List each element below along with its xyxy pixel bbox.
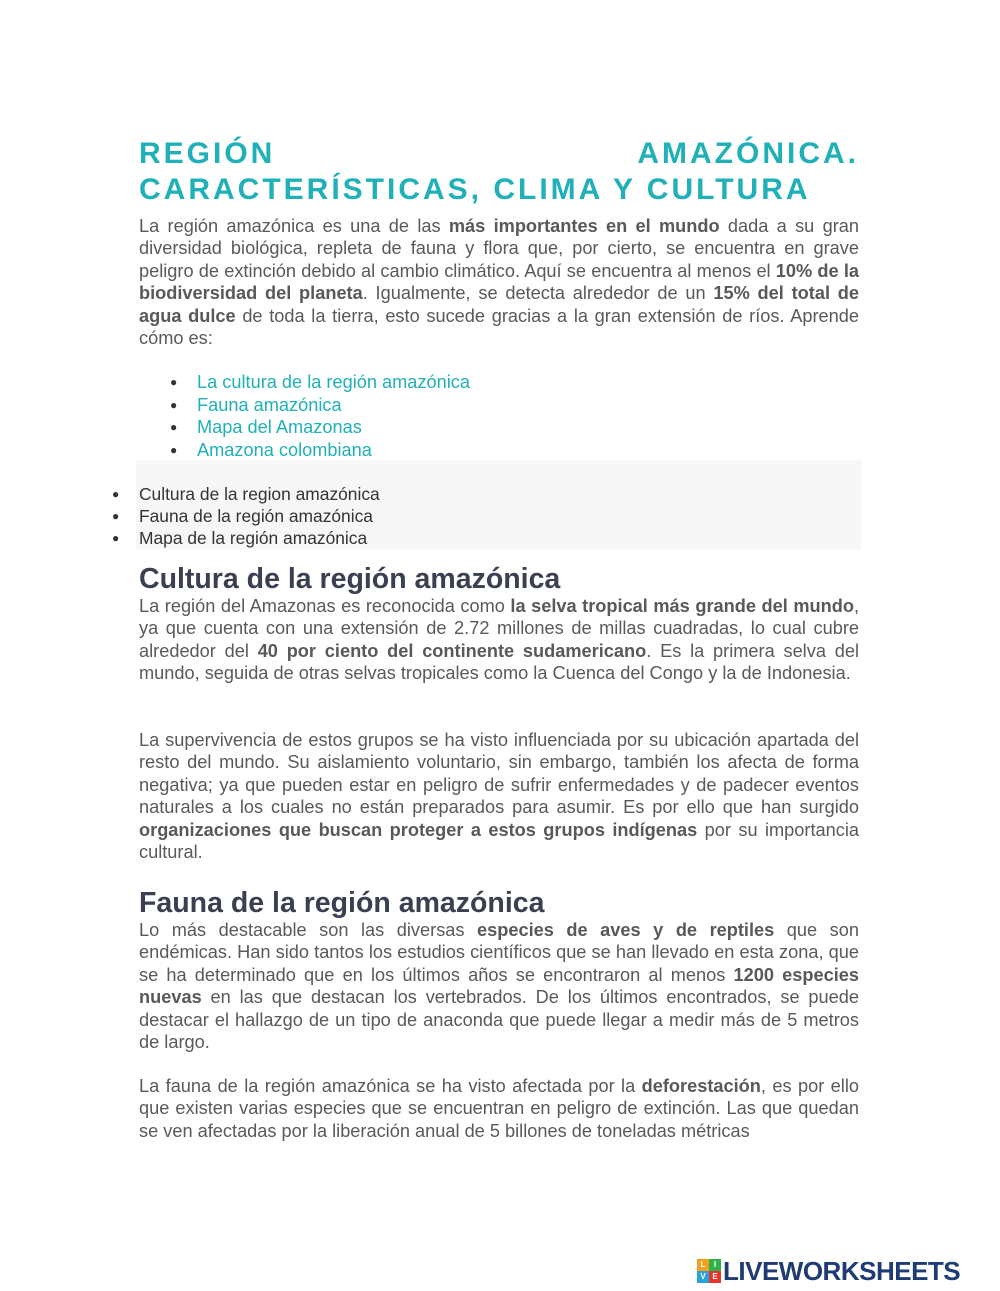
toc-link-fauna[interactable]	[160, 394, 470, 417]
bold-text: la selva tropical más grande del mundo	[510, 596, 854, 616]
title-line2: CARACTERÍSTICAS, CLIMA Y CULTURA	[139, 173, 811, 206]
sub-toc-item	[108, 527, 380, 549]
page-title	[139, 136, 859, 208]
bullet-icon: ●	[112, 531, 120, 545]
intro-paragraph	[139, 215, 859, 349]
cultura-paragraph-1	[139, 595, 859, 685]
logo-mark-letter: L	[697, 1259, 709, 1271]
toc-link-colombiana[interactable]	[160, 439, 470, 462]
title-word-amazonica: AMAZÓNICA.	[637, 137, 859, 170]
logo-mark-letter: V	[697, 1271, 709, 1283]
sub-toc-label: Fauna de la región amazónica	[139, 506, 373, 526]
bold-text: especies de aves y de reptiles	[477, 920, 775, 940]
text: , es por ello que existen varias especies que se encuentran en peligro de extinción. Las que quedan se ven afectadas por la liberación anual de 5 billones de toneladas métricas	[139, 1076, 859, 1141]
bullet-icon: ●	[112, 509, 120, 523]
text: , ya que cuenta con una extensión de 2.72 millones de millas cuadradas, lo cual cubre alrededor del	[139, 596, 859, 661]
sub-toc-label: Mapa de la región amazónica	[139, 528, 368, 548]
intro-bold-3: 15% del total de agua dulce	[139, 283, 859, 326]
bullet-icon: ●	[170, 375, 178, 389]
text: La supervivencia de estos grupos se ha visto influenciada por su ubicación apartada del resto del mundo. Su aislamiento voluntario, sin embargo, también los afecta de forma negativa; ya que pueden estar en peligro de sufrir enfermedades y de padecer eventos naturales a los cuales no están preparados para asumir. Es por ello que han surgido	[139, 730, 859, 818]
intro-text-4: de toda la tierra, esto sucede gracias a la gran extensión de ríos. Aprende cómo es:	[139, 305, 859, 349]
sub-toc-item	[108, 483, 380, 505]
text: . Es la primera selva del mundo, seguida de otras selvas tropicales como la Cuenca del Congo y la de Indonesia.	[139, 640, 859, 684]
text: La región del Amazonas es reconocida como	[139, 596, 511, 616]
bullet-icon: ●	[170, 397, 178, 412]
fauna-paragraph-2	[139, 1075, 859, 1142]
bullet-icon: ●	[112, 487, 120, 501]
sub-toc-item	[108, 505, 380, 527]
logo-mark-letter: I	[709, 1259, 721, 1271]
bold-text: deforestación	[641, 1076, 761, 1096]
toc-link-label[interactable]: Mapa del Amazonas	[197, 417, 362, 438]
toc-link-cultura[interactable]	[160, 371, 470, 394]
section-heading-fauna: Fauna de la región amazónica	[139, 887, 545, 919]
intro-text-1: La región amazónica es una de las	[139, 216, 449, 236]
intro-bold-1: más importantes en el mundo	[448, 216, 720, 236]
logo-mark-letter: E	[709, 1271, 721, 1283]
cultura-paragraph-2	[139, 729, 859, 863]
logo-text: LIVEWORKSHEETS	[723, 1255, 961, 1286]
intro-text-2: dada a su gran diversidad biológica, repleta de fauna y flora que, por cierto, se encuentra en grave peligro de extinción debido al cambio climático. Aquí se encuentra al menos el	[139, 216, 859, 281]
toc-links-list	[160, 371, 470, 461]
toc-link-label[interactable]: La cultura de la región amazónica	[197, 372, 470, 392]
intro-text-3: . Igualmente, se detecta alrededor de un	[362, 283, 714, 304]
bold-text: 40 por ciento del continente sudamericano	[257, 640, 647, 661]
liveworksheets-logo	[697, 1257, 960, 1285]
intro-bold-2: 10% de la biodiversidad del planeta	[139, 260, 859, 304]
sub-toc-label: Cultura de la region amazónica	[139, 484, 380, 504]
text: en las que destacan los vertebrados. De los últimos encontrados, se puede destacar el hallazgo de un tipo de anaconda que puede llegar a medir más de 5 metros de largo.	[139, 987, 859, 1053]
bold-text: organizaciones que buscan proteger a estos grupos indígenas	[139, 819, 698, 840]
bold-text: 1200 especies nuevas	[139, 964, 859, 1008]
sub-toc-list	[108, 483, 380, 549]
bullet-icon: ●	[170, 442, 178, 457]
toc-link-mapa[interactable]	[160, 416, 470, 439]
text: que son endémicas. Han sido tantos los estudios científicos que se han llevado en esta zona, que se ha determinado que en los últimos años se encontraron al menos	[139, 920, 859, 985]
toc-link-label[interactable]: Amazona colombiana	[197, 439, 372, 460]
text: Lo más destacable son las diversas	[139, 920, 478, 940]
text: La fauna de la región amazónica se ha visto afectada por la	[139, 1076, 642, 1096]
text: por su importancia cultural.	[139, 819, 860, 863]
section-heading-cultura: Cultura de la región amazónica	[139, 563, 561, 595]
fauna-paragraph-1	[139, 919, 859, 1053]
toc-link-label[interactable]: Fauna amazónica	[197, 394, 342, 415]
title-word-region: REGIÓN	[139, 137, 276, 170]
liveworksheets-mark-icon	[697, 1259, 721, 1283]
bullet-icon: ●	[170, 420, 178, 435]
